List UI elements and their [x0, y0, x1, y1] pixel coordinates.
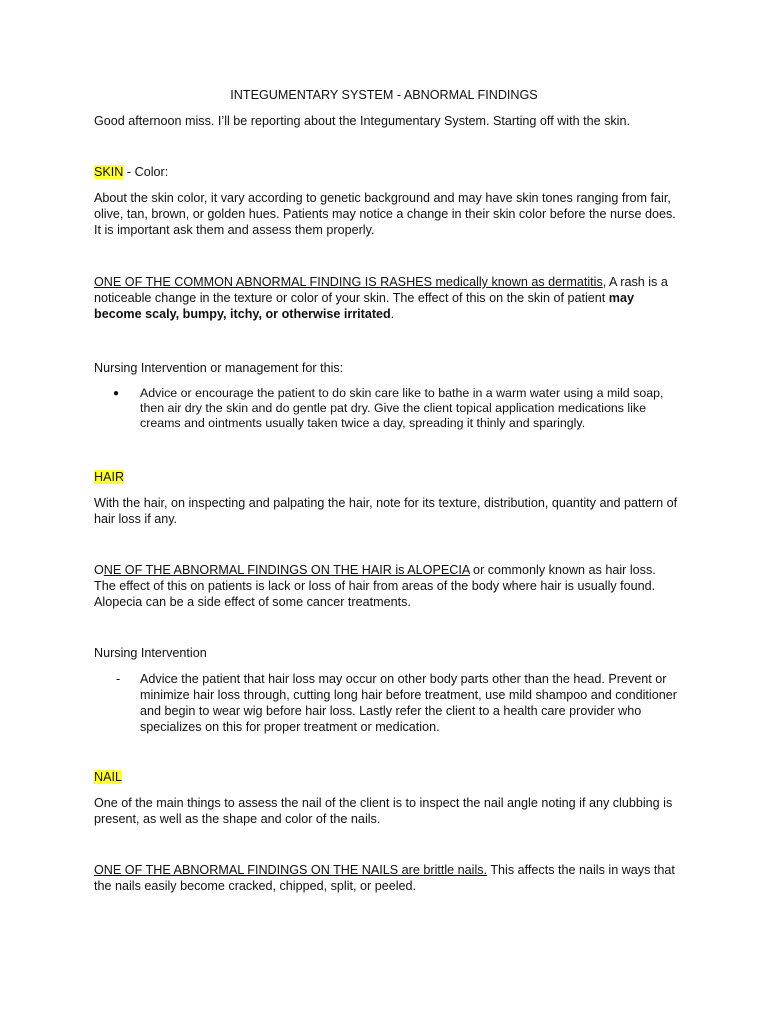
hair-finding-first: O [94, 563, 104, 577]
nail-heading [94, 769, 680, 785]
bullet-marker: - [116, 672, 121, 686]
skin-finding-rest: , A rash is a noticeable change in the texture or color of your skin. The effect of this on the skin of patient [94, 275, 668, 305]
bullet-marker: ● [113, 388, 120, 399]
skin-finding-bold: may become scaly, bumpy, itchy, or otherwise irritated [94, 291, 635, 321]
hair-finding-underlined: NE OF THE ABNORMAL FINDINGS ON THE HAIR is ALOPECIA [103, 563, 470, 577]
nail-finding-paragraph [94, 862, 680, 894]
skin-heading-suffix: - Color: [123, 165, 169, 179]
skin-about-paragraph: About the skin color, it vary according to genetic background and may have skin tones ranging from fair, olive, tan, brown, or golden hues. Patients may notice a change in their skin color before the nurse does. It is important ask them and assess them properly. [94, 191, 676, 237]
skin-heading [94, 164, 680, 180]
nail-finding-rest: This affects the nails in ways that the nails easily become cracked, chipped, split, or peeled. [94, 863, 675, 893]
skin-intervention-heading: Nursing Intervention or management for this: [94, 361, 344, 375]
nail-about-paragraph: One of the main things to assess the nail of the client is to inspect the nail angle noting if any clubbing is present, as well as the shape and color of the nails. [94, 796, 673, 826]
nail-heading-label: NAIL [94, 770, 122, 784]
nail-finding-underlined: ONE OF THE ABNORMAL FINDINGS ON THE NAILS are brittle nails. [94, 863, 488, 877]
skin-finding-paragraph [94, 274, 680, 322]
hair-heading [94, 469, 680, 485]
hair-finding-paragraph [94, 562, 680, 610]
skin-finding-underlined: ONE OF THE COMMON ABNORMAL FINDING IS RASHES medically known as dermatitis [94, 275, 603, 289]
skin-heading-label: SKIN [94, 165, 124, 179]
hair-finding-rest: or commonly known as hair loss. The effect of this on patients is lack or loss of hair from areas of the body where hair is usually found. Alopecia can be a side effect of some cancer treatments. [94, 563, 656, 609]
hair-intervention-heading: Nursing Intervention [94, 646, 207, 660]
skin-bullet-text: Advice or encourage the patient to do skin care like to bathe in a warm water using a mild soap, then air dry the skin and do gentle pat dry. Give the client topical application medications like creams and ointments usually taken twice a day, spreading it thinly and sparingly. [140, 386, 664, 430]
hair-about-paragraph: With the hair, on inspecting and palpating the hair, note for its texture, distribution, quantity and pattern of hair loss if any. [94, 496, 678, 526]
skin-finding-end: . [390, 307, 395, 321]
hair-bullet-text: Advice the patient that hair loss may occur on other body parts other than the head. Prevent or minimize hair loss through, cutting long hair before treatment, use mild shampoo and conditioner and begin to wear wig before hair loss. Lastly refer the client to a health care provider who specializes on this for proper treatment or medication. [140, 672, 677, 734]
intro-paragraph: Good afternoon miss. I’ll be reporting about the Integumentary System. Starting off with the skin. [94, 114, 630, 128]
hair-heading-label: HAIR [94, 470, 125, 484]
document-title: INTEGUMENTARY SYSTEM - ABNORMAL FINDINGS [230, 88, 538, 102]
